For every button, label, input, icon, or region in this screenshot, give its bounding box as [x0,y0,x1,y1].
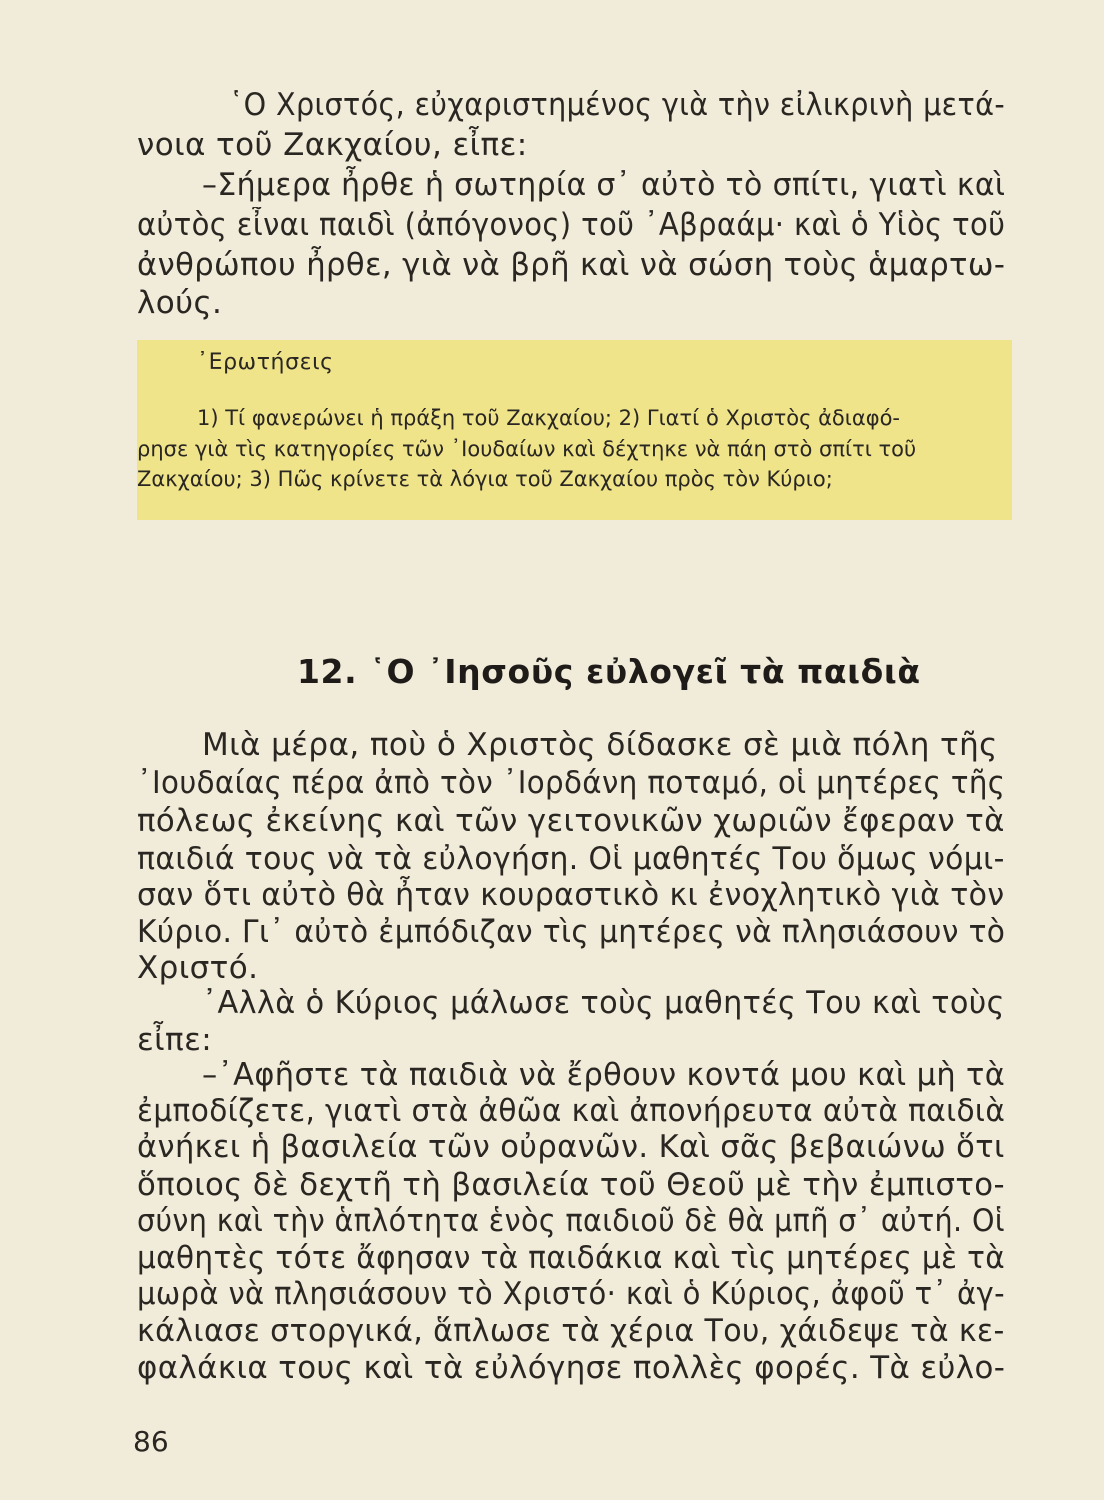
text-line: εἶπε: [137,1022,213,1058]
text-line: Κύριο. Γι᾿ αὐτὸ ἐμπόδιζαν τὶς μητέρες νὰ πλησιάσουν τὸ [137,914,1006,950]
text-line: σαν ὅτι αὐτὸ θὰ ἦταν κουραστικὸ κι ἐνοχλητικὸ γιὰ τὸν [137,877,1005,913]
question-line: 1) Τί φανερώνει ἡ πράξη τοῦ Ζακχαίου; 2) Γιατί ὁ Χριστὸς ἀδιαφό- [197,406,901,430]
text-line: παιδιά τους νὰ τὰ εὐλογήση. Οἱ μαθητές Του ὅμως νόμι- [137,841,1005,877]
text-line: Χριστό. [137,950,259,986]
questions-heading: ᾿Ερωτήσεις [197,350,334,375]
text-line: ἐμποδίζετε, γιατὶ στὰ ἀθῶα καὶ ἀπονήρευτα αὐτὰ παιδιὰ [137,1093,1006,1129]
text-line: πόλεως ἐκείνης καὶ τῶν γειτονικῶν χωριῶν ἔφεραν τὰ [137,803,1005,839]
text-line: σύνη καὶ τὴν ἁπλότητα ἑνὸς παιδιοῦ δὲ θὰ μπῆ σ᾿ αὐτή. Οἱ [137,1203,1005,1239]
text-line: Μιὰ μέρα, ποὺ ὁ Χριστὸς δίδασκε σὲ μιὰ πόλη τῆς [202,727,998,763]
question-line: Ζακχαίου; 3) Πῶς κρίνετε τὰ λόγια τοῦ Ζακχαίου πρὸς τὸν Κύριο; [137,467,833,491]
text-line: μωρὰ νὰ πλησιάσουν τὸ Χριστό· καὶ ὁ Κύριος, ἀφοῦ τ᾿ ἀγ- [137,1276,1005,1312]
text-line: –Σήμερα ἦρθε ἡ σωτηρία σ᾿ αὐτὸ τὸ σπίτι, γιατὶ καὶ [202,167,1006,203]
text-line: –᾿Αφῆστε τὰ παιδιὰ νὰ ἔρθουν κοντά μου καὶ μὴ τὰ [202,1057,1006,1093]
text-line: ὅποιος δὲ δεχτῆ τὴ βασιλεία τοῦ Θεοῦ μὲ τὴν ἐμπιστο- [137,1167,1005,1203]
section-title: 12. ῾Ο ᾿Ιησοῦς εὐλογεῖ τὰ παιδιὰ [297,652,921,692]
text-line: ᾿Αλλὰ ὁ Κύριος μάλωσε τοὺς μαθητές Του καὶ τοὺς [202,985,1005,1021]
text-line: νοια τοῦ Ζακχαίου, εἶπε: [137,127,528,163]
text-line: ᾿Ιουδαίας πέρα ἀπὸ τὸν ᾿Ιορδάνη ποταμό, οἱ μητέρες τῆς [137,765,1006,801]
text-line: φαλάκια τους καὶ τὰ εὐλόγησε πολλὲς φορές. Τὰ εὐλο- [137,1350,1006,1386]
text-line: ῾Ο Χριστός, εὐχαριστημένος γιὰ τὴν εἰλικρινὴ μετά- [229,87,1006,123]
text-line: μαθητὲς τότε ἄφησαν τὰ παιδάκια καὶ τὶς μητέρες μὲ τὰ [137,1240,1006,1276]
text-line: ἀνήκει ἡ βασιλεία τῶν οὐρανῶν. Καὶ σᾶς βεβαιώνω ὅτι [137,1129,1005,1165]
question-line: ρησε γιὰ τὶς κατηγορίες τῶν ᾿Ιουδαίων καὶ δέχτηκε νὰ πάη στὸ σπίτι τοῦ [137,437,917,461]
text-line: ἀνθρώπου ἦρθε, γιὰ νὰ βρῆ καὶ νὰ σώση τοὺς ἁμαρτω- [137,247,1006,283]
text-line: κάλιασε στοργικά, ἅπλωσε τὰ χέρια Του, χάιδεψε τὰ κε- [137,1313,1005,1349]
text-line: αὐτὸς εἶναι παιδὶ (ἀπόγονος) τοῦ ᾿Αβραάμ· καὶ ὁ Υἱὸς τοῦ [137,207,1006,243]
page-number: 86 [133,1425,169,1458]
text-line: λούς. [137,285,223,321]
